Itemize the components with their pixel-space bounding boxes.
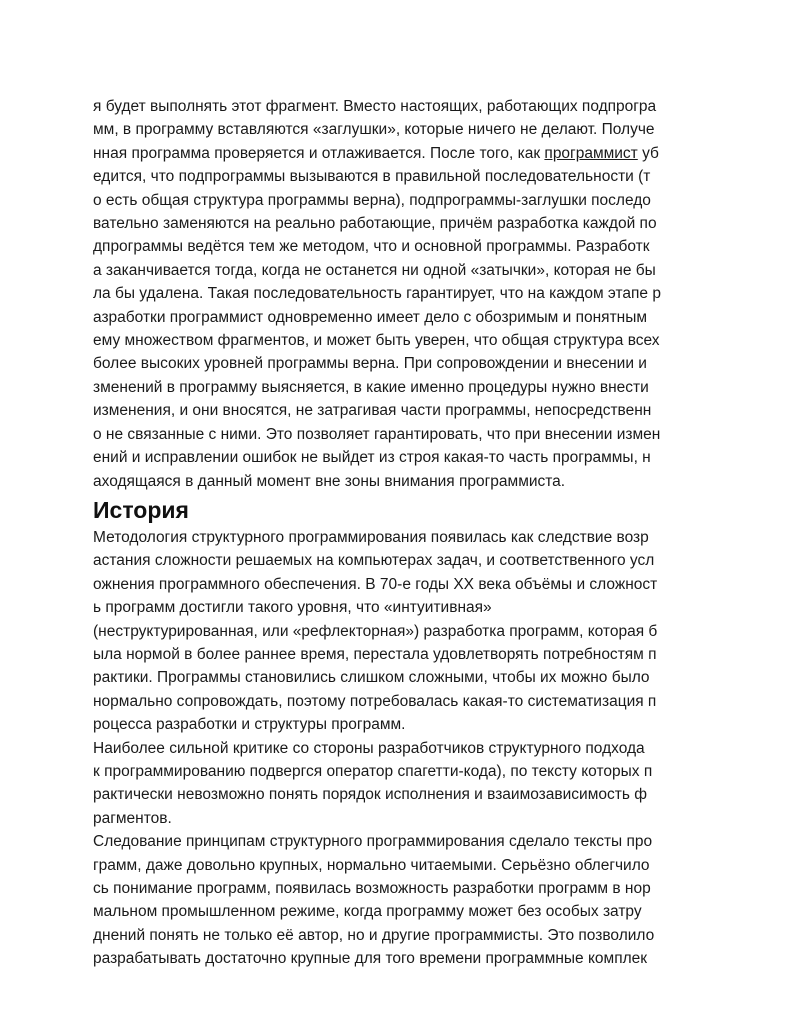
section-heading-history: История [93, 496, 189, 523]
text-line: более высоких уровней программы верна. При сопровождении и внесении и [93, 355, 647, 373]
text-line: мальном промышленном режиме, когда программу может без особых затру [93, 903, 642, 921]
text-line: к программированию подвергся оператор спагетти-кода), по тексту которых п [93, 762, 653, 780]
history-paragraph-3 [93, 830, 713, 970]
text-line: днений понять не только её автор, но и другие программисты. Это позволило [93, 926, 655, 944]
text-line: нормально сопровождать, поэтому потребовалась какая-то систематизация п [93, 692, 657, 710]
history-paragraph-2 [93, 737, 713, 831]
text-line: мм, в программу вставляются «заглушки», которые ничего не делают. Получе [93, 121, 655, 139]
text-segment: нная программа проверяется и отлаживается. После того, как [93, 144, 545, 162]
text-line: астания сложности решаемых на компьютерах задач, и соответственного усл [93, 552, 655, 570]
text-line: рактики. Программы становились слишком сложными, чтобы их можно было [93, 669, 650, 687]
history-paragraph-1 [93, 526, 713, 737]
text-line [93, 142, 713, 165]
text-line: ла бы удалена. Такая последовательность гарантирует, что на каждом этапе р [93, 285, 661, 303]
text-line: Следование принципам структурного программирования сделало тексты про [93, 833, 653, 851]
text-line: вательно заменяются на реально работающие, причём разработка каждой по [93, 215, 657, 233]
text-line: рактически невозможно понять порядок исполнения и взаимозависимость ф [93, 786, 647, 804]
text-line: дпрограммы ведётся тем же методом, что и основной программы. Разработк [93, 238, 650, 256]
text-line: ожнения программного обеспечения. В 70-е годы XX века объёмы и сложност [93, 575, 658, 593]
text-line: а заканчивается тогда, когда не останется ни одной «затычки», которая не бы [93, 261, 656, 279]
text-line: азработки программист одновременно имеет дело с обозримым и понятным [93, 308, 648, 326]
text-line: ений и исправлении ошибок не выйдет из строя какая-то часть программы, н [93, 449, 651, 467]
intro-paragraph [93, 95, 713, 493]
text-line: едится, что подпрограммы вызываются в правильной последовательности (т [93, 168, 651, 186]
text-line: разрабатывать достаточно крупные для того времени программные комплек [93, 950, 648, 968]
text-line: о есть общая структура программы верна), подпрограммы-заглушки последо [93, 191, 651, 209]
text-line: ь программ достигли такого уровня, что «интуитивная» [93, 599, 492, 617]
text-line: грамм, даже довольно крупных, нормально читаемыми. Серьёзно облегчило [93, 856, 650, 874]
text-line: рагментов. [93, 809, 172, 827]
text-line: изменения, и они вносятся, не затрагивая части программы, непосредственн [93, 402, 652, 420]
text-segment: уб [637, 144, 659, 162]
text-line: аходящаяся в данный момент вне зоны внимания программиста. [93, 472, 566, 490]
text-line: ему множеством фрагментов, и может быть уверен, что общая структура всех [93, 332, 660, 350]
text-line: Методология структурного программирования появилась как следствие возр [93, 528, 649, 546]
programmist-link[interactable]: программист [544, 144, 638, 162]
text-line: роцесса разработки и структуры программ. [93, 716, 406, 734]
text-line: я будет выполнять этот фрагмент. Вместо настоящих, работающих подпрогра [93, 98, 657, 115]
document-page [93, 95, 713, 971]
text-line: Наиболее сильной критике со стороны разработчиков структурного подхода [93, 739, 645, 757]
text-line: сь понимание программ, появилась возможность разработки программ в нор [93, 880, 651, 897]
text-line: зменений в программу выясняется, в какие именно процедуры нужно внести [93, 378, 649, 396]
text-line: о не связанные с ними. Это позволяет гарантировать, что при внесении измен [93, 425, 661, 443]
text-line: ыла нормой в более раннее время, перестала удовлетворять потребностям п [93, 645, 657, 663]
text-line: (неструктурированная, или «рефлекторная») разработка программ, которая б [93, 622, 658, 640]
